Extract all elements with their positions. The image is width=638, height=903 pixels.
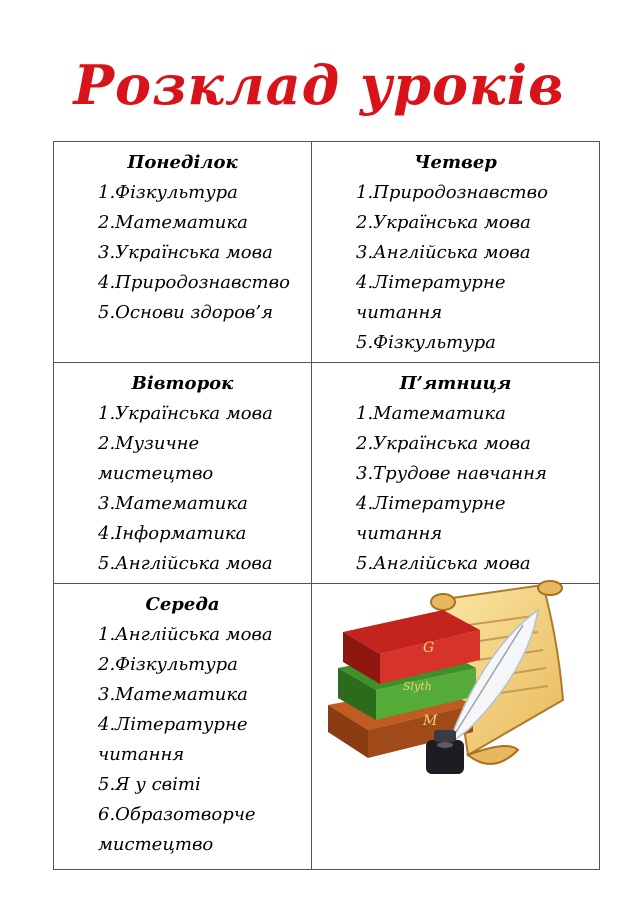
lesson-item: 1.Українська мова: [98, 403, 273, 424]
day-cell-monday: [54, 142, 312, 363]
lesson-item: 1.Англійська мова: [98, 624, 273, 645]
book-letter: G: [423, 640, 435, 656]
lesson-item: 2.Музичне мистецтво: [98, 433, 214, 484]
table-row: [54, 363, 600, 584]
day-cell-wednesday: [54, 584, 312, 870]
lesson-item: 5.Англійська мова: [356, 553, 531, 574]
lesson-item: 5.Я у світі: [98, 774, 201, 795]
lesson-item: 2.Українська мова: [356, 212, 531, 233]
day-cell-thursday: [312, 142, 600, 363]
lesson-item: 3.Математика: [98, 493, 248, 514]
lesson-item: 3.Англійська мова: [356, 242, 531, 263]
book-letter: Slyth: [403, 680, 432, 693]
day-title: Четвер: [414, 152, 497, 173]
lesson-item: 3.Українська мова: [98, 242, 273, 263]
lesson-item: 5.Англійська мова: [98, 553, 273, 574]
lesson-item: 4.Літературне читання: [356, 493, 506, 544]
day-title: П’ятниця: [399, 373, 512, 394]
books-scroll-quill-icon: [318, 580, 588, 780]
day-cell-friday: [312, 363, 600, 584]
lesson-item: 1.Математика: [356, 403, 506, 424]
lesson-item: 1.Природознавство: [356, 182, 548, 203]
day-title: Вівторок: [131, 373, 234, 394]
day-cell-tuesday: [54, 363, 312, 584]
lesson-item: 5.Фізкультура: [356, 332, 496, 353]
lesson-item: 5.Основи здоров’я: [98, 302, 274, 323]
lesson-item: 4.Літературне читання: [98, 714, 248, 765]
book-letter: M: [423, 713, 438, 729]
lesson-item: 4.Літературне читання: [356, 272, 506, 323]
page-title: Розклад уроків: [73, 53, 565, 117]
lesson-item: 4.Природознавство: [98, 272, 290, 293]
lesson-item: 6.Образотворче мистецтво: [98, 804, 256, 855]
table-row: [54, 142, 600, 363]
lesson-item: 1.Фізкультура: [98, 182, 238, 203]
lesson-item: 2.Фізкультура: [98, 654, 238, 675]
lesson-item: 3.Трудове навчання: [356, 463, 547, 484]
day-title: Середа: [145, 594, 220, 615]
lesson-item: 4.Інформатика: [98, 523, 247, 544]
day-title: Понеділок: [127, 152, 238, 173]
lesson-item: 3.Математика: [98, 684, 248, 705]
lesson-item: 2.Математика: [98, 212, 248, 233]
lesson-item: 2.Українська мова: [356, 433, 531, 454]
